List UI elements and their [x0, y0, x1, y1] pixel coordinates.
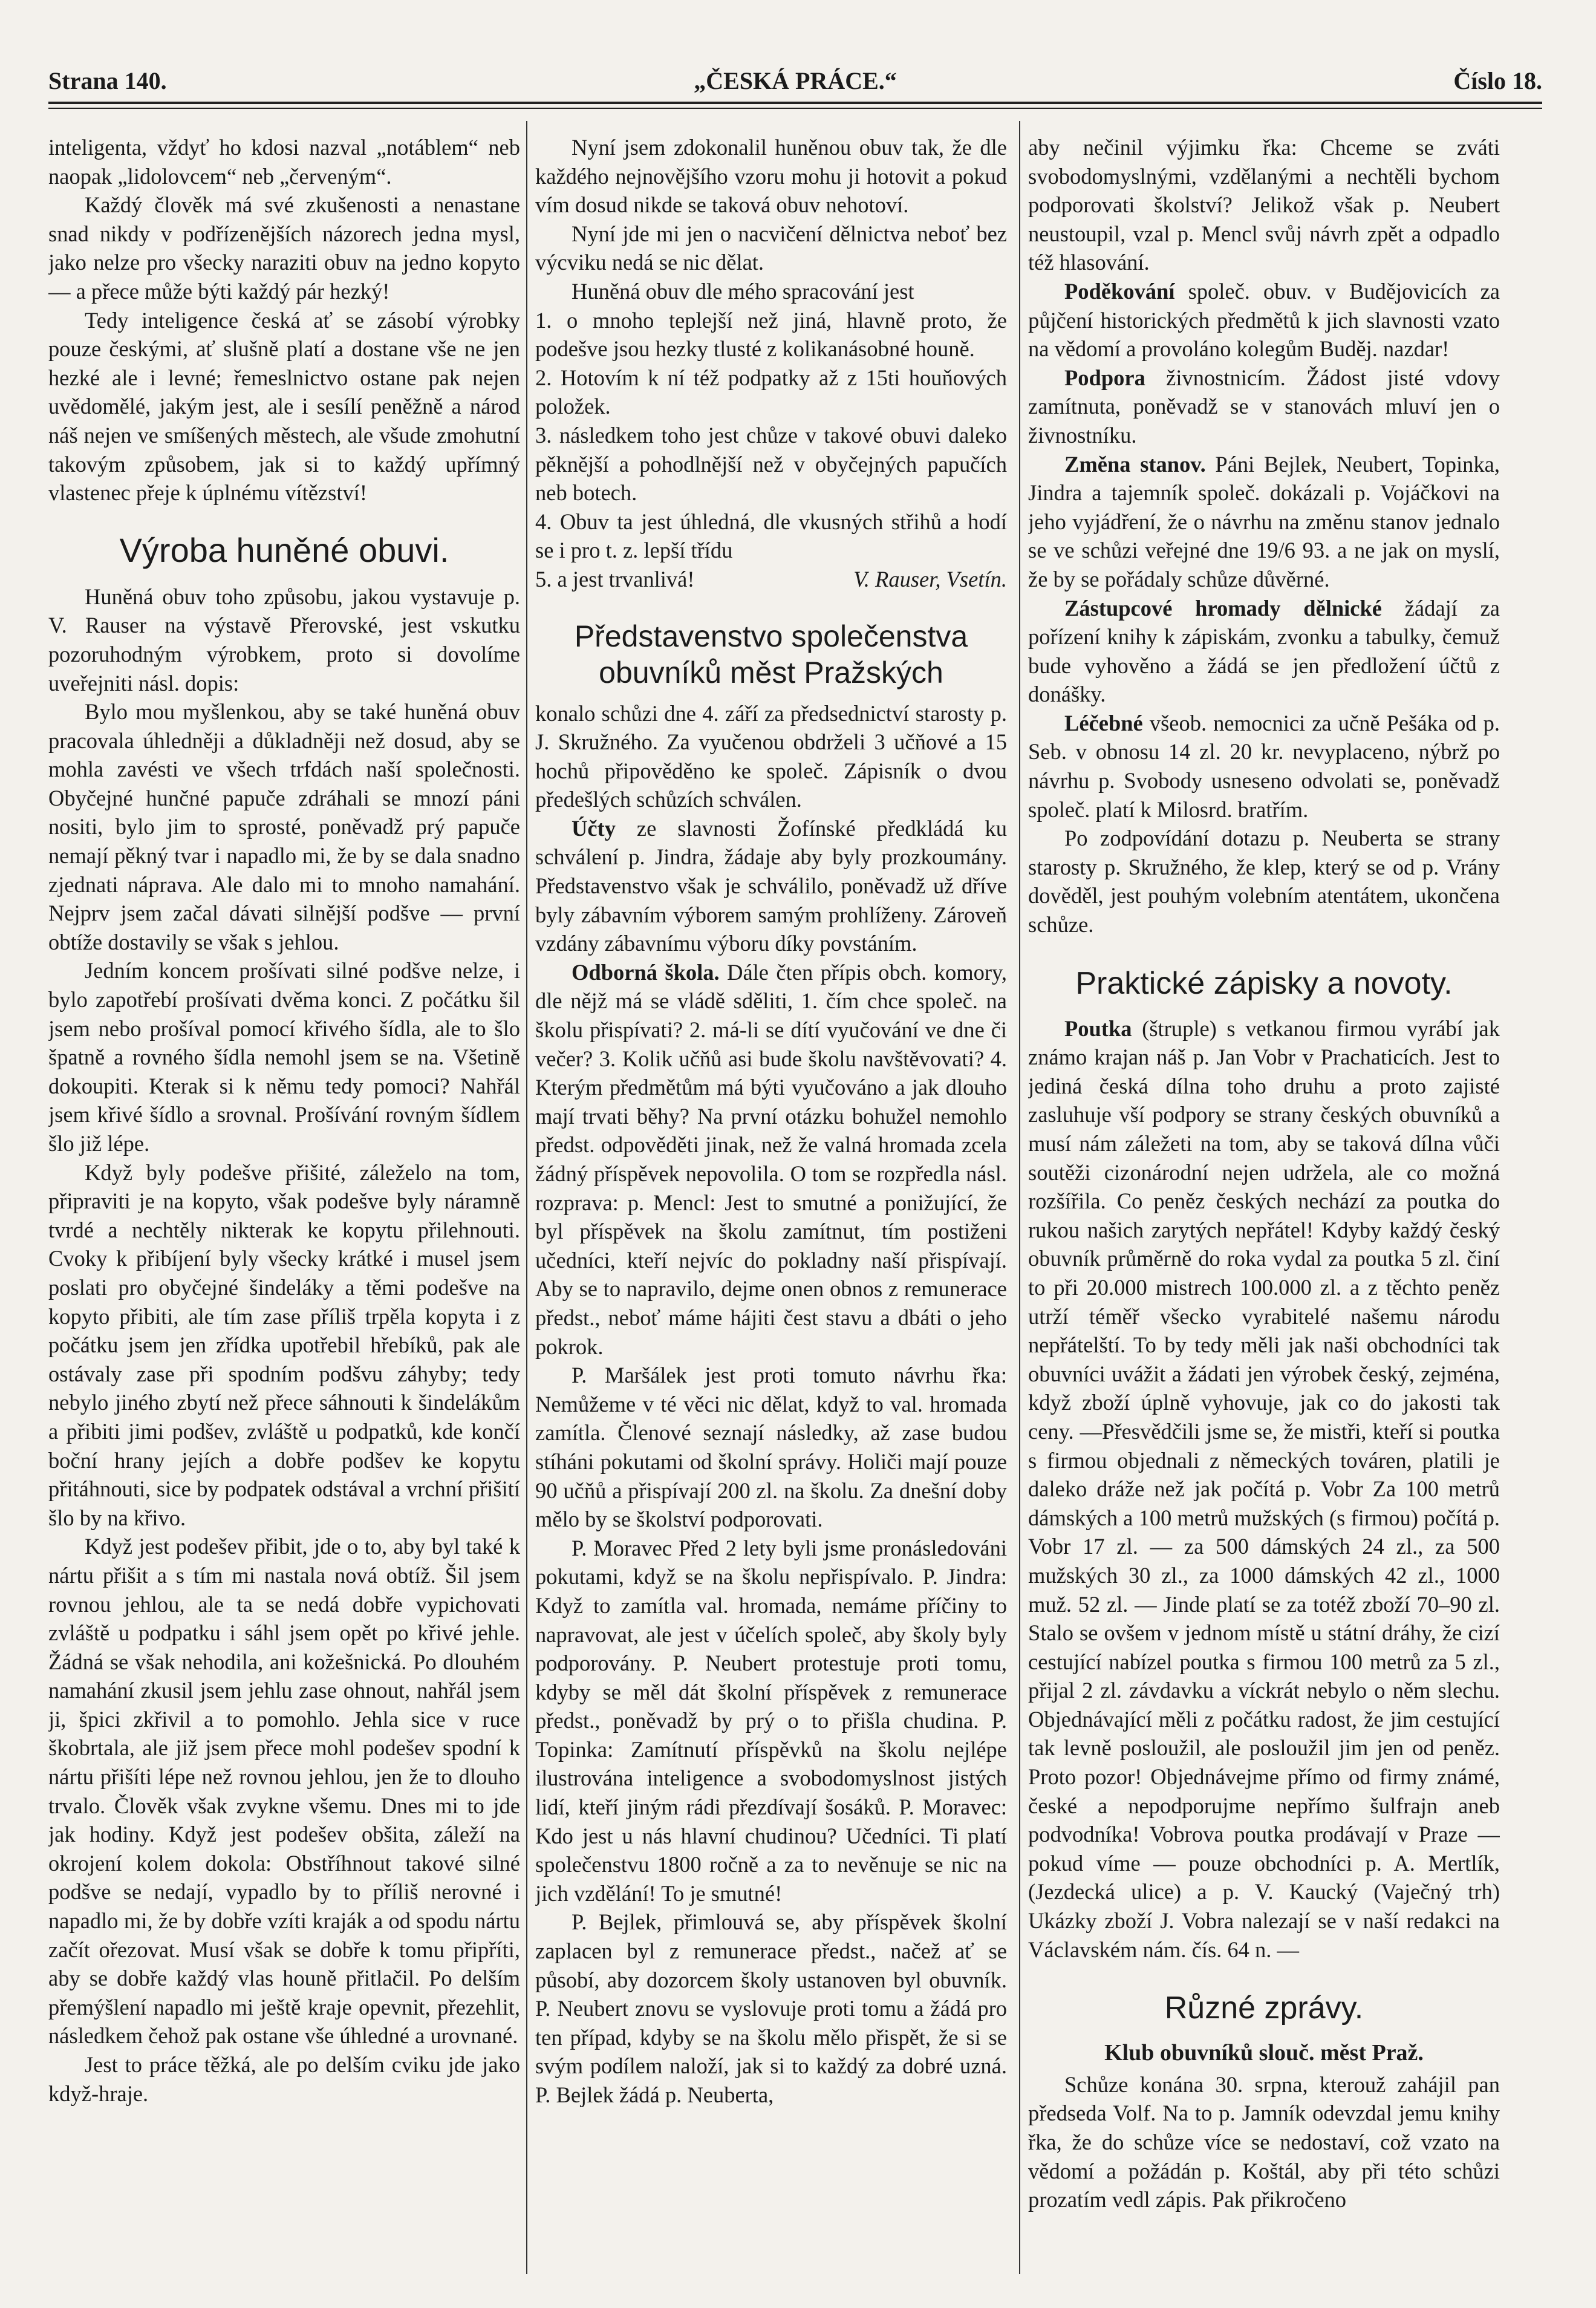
paragraph: Po zodpovídání dotazu p. Neuberta se strany starosty p. Skružného, že klep, který se od p. Vrány dověděl, jest pouhým volebním atentátem, ukončena schůze.	[1028, 826, 1500, 937]
paragraph: Každý člověk má své zkušenosti a nenastane snad nikdy v podřízenějších názorech jedna mysl, jako nelze pro všecky naraziti obuv na jedno kopyto — a přece může býti každý pár hezký!	[48, 192, 520, 304]
feature-list	[535, 306, 1007, 594]
list-item: 2. Hotovím k ní též podpatky až z 15ti houňových položek.	[535, 365, 1007, 419]
paragraph	[1028, 450, 1500, 594]
paragraph	[1028, 594, 1500, 709]
article-heading: Výroba huněné obuvi.	[119, 530, 449, 569]
paragraph: konalo schůzi dne 4. září za předsednictví starosty p. J. Skružného. Za vyučenou obdrželi 3 učňové a 15 hochů připověděno ke společ. Zápisník o dvou předešlých schůzích schválen.	[535, 700, 1007, 812]
paragraph: Když jest podešev přibit, jde o to, aby byl také k nártu přišit a s tím mi nastala nová obtíž. Šil jsem rovnou jehlou, ale ta se nedá dobře vypichovati zvláště u podpatku i sáhl jsem opět po křivé jehle. Žádná se však nehodila, ani kožešnická. Po dlouhém namahání zkusil jsem jehlu zase ohnout, nahřál jsem ji, špici zkřivil a to pomohlo. Jehla sice v ruce škobrtala, ale již jsem přece mohl podešev spodní k nártu přišíti lépe než rovnou jehlou, jen že to dlouho trvalo. Člověk však zvykne všemu. Dnes mi to jde jak hodiny. Když jest podešev obšita, záleží na okrojení kolem dokola: Obstříhnout takové silné podšve se nedají, vypadlo by to příliš nerovné i napadlo mi, že by dobře vzíti kraják a od spodu nártu začít ořezovat. Musí však se dobře k tomu připříti, aby se dobře každý vlas houně přitlačil. Po delším přemýšlení napadlo mi ještě kraje opevnit, přezehlit, následkem čehož pak ostane vše úhledné a urovnané.	[48, 1534, 520, 2049]
paragraph-text: Dále čten přípis obch. komory, dle nějž má se vládě sděliti, 1. čím chce společ. na školu přispívati? 2. má-li se dítí vyučování ve dne či večer? 3. Kolik učňů asi bude školu navštěvovati? 4. Kterým předmětům má býti vyučováno a jak dlouho mají trvati běhy? Na první otázku bohužel nemohlo předst. odpověděti jinak, než že valná hromada zcela žádný příspěvek nepovolila. O tom se rozpředla násl. rozprava: p. Mencl: Jest to smutné a ponižující, že byl příspěvek na školu zamítnut, tím postiženi učedníci, kteří nejvíc do pokladny naší přispívají. Aby se to napravilo, dejme onen obnos z remunerace předst., neboť máme hájiti čest stavu a dbáti o jeho pokrok.	[535, 959, 1007, 1359]
paragraph-text: ze slavnosti Žofínské předkládá ku schválení p. Jindra, žádaje aby byly prozkoumány. Představenstvo však je schválilo, poněvadž už dříve byly zábavním výborem samým prohlíženy. Zároveň vzdány zábavnímu výboru díky povstáním.	[535, 815, 1007, 956]
section-lead: Poutka	[1064, 1015, 1132, 1041]
paragraph: Nyní jsem zdokonalil huněnou obuv tak, že dle každého nejnovějšího vzoru mohu ji hotovit a pokud vím dosud nikde se taková obuv nehotoví.	[535, 135, 1007, 218]
article-heading: Různé zprávy.	[1164, 1990, 1364, 2026]
paragraph: Bylo mou myšlenkou, aby se také huněná obuv pracovala úhledněji a důkladněji než dosud, aby se mohla zavésti ve všech trfdách naší společnosti. Obyčejné hunčné papuče zdráhali se mnozí páni nositi, bylo jim to sprosté, poněvadž prý papuče nemají pěkný tvar i napadlo mi, že by se dala snadno zjednati náprava. Ale dalo mi to mnoho namahání. Nejprv jsem začal dávati silnější podšve — první obtíže dostavily se však s jehlou.	[48, 699, 520, 954]
list-item	[535, 565, 1007, 594]
paragraph-text: (štruple) s vetkanou firmou vyrábí jak známo krajan náš p. Jan Vobr v Prachaticích. Jest to jediná česká dílna toho druhu a proto zajisté zasluhuje vší podpory se strany českých obuvníků a musí nám záležeti na tom, aby se taková dílna vůči soutěži cizonárodní nejen udržela, ale co možná rozšířila. Co peněz českých nechází za poutka do rukou našich zarytých nepřátel! Kdyby každý český obuvník průměrně do roka vydal za poutka 5 zl. činí to při 20.000 mistrech 100.000 zl. a z těchto peněz utrží téměř všecko vyrabitelé našemu národu nepřátelští. To by tedy měli jak naši obchodníci tak obuvníci uvážit a žádati jen výrobek český, zejména, když zboží úplně vyhovuje, jak co do jakosti tak ceny. —Přesvědčili jsme se, že mistři, kteří si poutka s firmou objednali z německých továren, platili je daleko dráže než jak počítá p. Vobr Za 100 metrů dámských a 100 metrů mužských (s firmou) počítá p. Vobr 17 zl. — za 500 dámských 24 zl., za 500 mužských 30 zl., za 1000 dámských 42 zl., 1000 muž. 52 zl. — Jinde platí se za totéž zboží 70–90 zl. Stalo se ovšem v jednom místě u státní dráhy, že cizí cestující nabízel poutka s firmou 100 metrů za 5 zl., přijal 2 zl. závdavku a víckrát nebylo o něm slechu. Objednávající měli z počátku radost, že jim cestující tak levně posloužil, ale posloužil jim jen od peněz. Proto pozor! Objednávejme přímo od firmy známé, české a nepodporujme nepřímo šulfrajn aneb podvodníka! Vobrova poutka prodávají v Praze — pokud víme — pouze obchodníci p. A. Mertlík, (Jezdecká ulice) a p. V. Kaucký (Vaječný trh) Ukázky zboží J. Vobra nalezají se v naší redakci na Václavském nám. čís. 64 n. —	[1028, 1015, 1500, 1962]
paragraph-text: všeob. nemocnici za učně Pešáka od p. Seb. v obnosu 14 zl. 20 kr. nevyplaceno, nýbrž po návrhu p. Svobody usneseno odvolati se, poněvadž společ. platí k Milosrd. bratřím.	[1028, 710, 1500, 822]
section-lead: Léčebné	[1064, 710, 1143, 735]
paragraph-text: živnostnicím. Žádost jisté vdovy zamítnuta, poněvadž se v stanovách mluví jen o živnostníku.	[1028, 365, 1500, 448]
section-lead: Poděkování	[1064, 278, 1175, 304]
paragraph: Huněná obuv toho způsobu, jakou vystavuje p. V. Rauser na výstavě Přerovské, jest vskutku pozoruhodným výrobkem, proto si dovolíme uveřejniti násl. dopis:	[48, 584, 520, 696]
paragraph	[1028, 277, 1500, 363]
signature: V. Rauser, Vsetín.	[853, 566, 1007, 592]
article-heading: Představenstvo společenstva obuvníků měst Pražských	[574, 619, 968, 689]
list-item: 1. o mnoho teplejší než jiná, hlavně proto, že podešve jsou hezky tlusté z kolikanásobné houně.	[535, 307, 1007, 362]
paragraph: Schůze konána 30. srpna, kterouž zahájil pan předseda Volf. Na to p. Jamník odevzdal jemu knihy řka, že do schůze více se nedostaví, což vzato na vědomí a požádán p. Koštál, aby při této schůzi prozatím vedl zápis. Pak přikročeno	[1028, 2072, 1500, 2212]
column-divider	[1019, 121, 1020, 2274]
section-lead: Účty	[572, 815, 616, 841]
paragraph-text: Páni Bejlek, Neubert, Topinka, Jindra a tajemník společ. dokázali p. Vojáčkovi na jeho vyjádření, že o návrhu na změnu stanov jednalo se ve schůzi veřejné dne 19/6 93. a ne jak on myslí, že by se pořádaly schůze důvěrné.	[1028, 451, 1500, 592]
column-divider	[526, 121, 527, 2274]
paragraph-text: společ. obuv. v Budějovicích za půjčení historických předmětů k jich slavnosti vzato na vědomí a provoláno kolegům Buděj. nazdar!	[1028, 278, 1500, 362]
column-1	[48, 133, 520, 2274]
paragraph: Tedy inteligence česká ať se zásobí výrobky pouze českými, ať slušně platí a dostane vše ne jen hezké ale i levné; řemeslnictvo ostane pak nejen uvědomělé, jakým jest, ale i sesílí peněžně a národ náš nejen ve smíšených městech, ale všude zmohutní takovým způsobem, jak si to každý upřímný vlastenec přeje k úplnému vítězství!	[48, 307, 520, 506]
paragraph	[1028, 363, 1500, 450]
section-lead: Zástupcové hromady dělnické	[1064, 595, 1382, 621]
column-2	[535, 133, 1007, 2274]
section-lead: Podpora	[1064, 365, 1145, 390]
list-item: 4. Obuv ta jest úhledná, dle vkusných střihů a hodí se i pro t. z. lepší třídu	[535, 509, 1007, 563]
paragraph: Jedním koncem prošívati silné podšve nelze, i bylo zapotřebí prošívati dvěma konci. Z počátku šil jsem nebo prošíval pomocí křivého šídla, ale to šlo špatně a rovného šídla nemohl jsem se na. Všetině dokoupiti. Kterak si k němu tedy pomoci? Nahřál jsem křivé šídlo a srovnal. Prošívání rovným šídlem šlo již lépe.	[48, 958, 520, 1156]
paragraph	[535, 958, 1007, 1361]
list-item: 3. následkem toho jest chůze v takové obuvi daleko pěknější a pohodlnější než v obyčejných papučích neb botech.	[535, 422, 1007, 506]
issue-number: Číslo 18.	[1453, 67, 1542, 94]
paragraph: P. Maršálek jest proti tomuto návrhu řka: Nemůžeme v té věci nic dělat, když to val. hromada zamítla. Členové seznají následky, až zase budou stíháni pokutami od školní správy. Holiči mají pouze 90 učňů a přispívají 200 zl. na školu. Za dnešní doby mělo by se školství podporovati.	[535, 1363, 1007, 1532]
section-lead: Změna stanov.	[1064, 451, 1206, 477]
paragraph: Jest to práce těžká, ale po delším cviku jde jako když-hraje.	[48, 2052, 520, 2106]
article-subheading: Klub obuvníků slouč. měst Praž.	[1104, 2040, 1424, 2066]
list-item-text: 5. a jest trvanlivá!	[535, 566, 695, 592]
paragraph: Nyní jde mi jen o nacvičení dělnictva neboť bez výcviku nedá se nic dělat.	[535, 221, 1007, 275]
paragraph: P. Bejlek, přimlouvá se, aby příspěvek školní zaplacen byl z remunerace předst., načež ať se působí, aby dozorcem školy ustanoven byl obuvník. P. Neubert znovu se vyslovuje proti tomu a žádá pro ten případ, kdyby se na školu mělo přispět, že si se svým podílem naloží, jak si to každý za dobré uzná. P. Bejlek žádá p. Neuberta,	[535, 1909, 1007, 2107]
paragraph: P. Moravec Před 2 lety byli jsme pronásledováni pokutami, když se na školu nepřispívalo. P. Jindra: Když to zamítla val. hromada, nemáme příčiny to napravovat, ale jest v účelích společ, aby školy byly podporovány. P. Neubert protestuje proti tomu, kdyby se měl dát školní příspěvek z remunerace předst., poněvadž by prý o to přišla chudina. P. Topinka: Zamítnutí příspěvků na školu nejlépe ilustrována inteligence a svobodomyslnost jistých lidí, kteří jiným rádi přezdívají šosáků. P. Moravec: Kdo jest u nás hlavní chudinou? Učedníci. Ti platí společenstvu 1800 ročně a za to nevěnuje se nic na jich vzdělání! To je smutné!	[535, 1535, 1007, 1906]
header-rule-thin	[48, 108, 1542, 109]
paragraph	[1028, 1014, 1500, 1964]
newspaper-title: „ČESKÁ PRÁCE.“	[694, 67, 897, 94]
column-3	[1028, 133, 1500, 2274]
paragraph	[535, 814, 1007, 958]
section-lead: Odborná škola.	[572, 959, 720, 985]
paragraph: aby nečinil výjimku řka: Chceme se zváti svobodomyslnými, vzdělanými a nechtěli bychom podporovati školství? Jelikož však p. Neubert neustoupil, vzal p. Mencl svůj návrh zpět a odpadlo též hlasování.	[1028, 135, 1500, 275]
article-heading: Praktické zápisky a novoty.	[1075, 965, 1453, 1001]
page-number: Strana 140.	[48, 67, 167, 94]
paragraph-text: žádají za pořízení knihy k zápiskám, zvonku a tabulky, čemuž bude vyhověno a žádá se jen předložení účtů z donášky.	[1028, 595, 1500, 707]
paragraph: inteligenta, vždyť ho kdosi nazval „notáblem“ neb naopak „lidolovcem“ neb „červeným“.	[48, 135, 520, 189]
paragraph: Huněná obuv dle mého spracování jest	[572, 278, 914, 304]
paragraph: Když byly podešve přišité, záleželo na tom, připraviti je na kopyto, však podešve byly náramně tvrdé a nechtěly nikterak ke kopytu přilehnouti. Cvoky k přibíjení byly všecky krátké i musel jsem poslati pro obyčejné šindeláky a těmi podešve na kopyto přibiti, ale tím zase příliš trpěla kopyta i z počátku jsem jen zřídka upotřebil hřebíků, pak ale ostávaly zase při spodním podšvu záhyby; tedy nebylo jiného zbytí než přece sáhnouti k šindelákům a přibiti jimi podšev, zvláště u podpatků, kde končí boční hrany jejích a dobře podšev ke kopytu přitáhnouti, sice by podpatek odstával a vrchní přišití šlo by na křivo.	[48, 1159, 520, 1530]
paragraph	[1028, 709, 1500, 824]
header-rule-thick	[48, 102, 1542, 104]
